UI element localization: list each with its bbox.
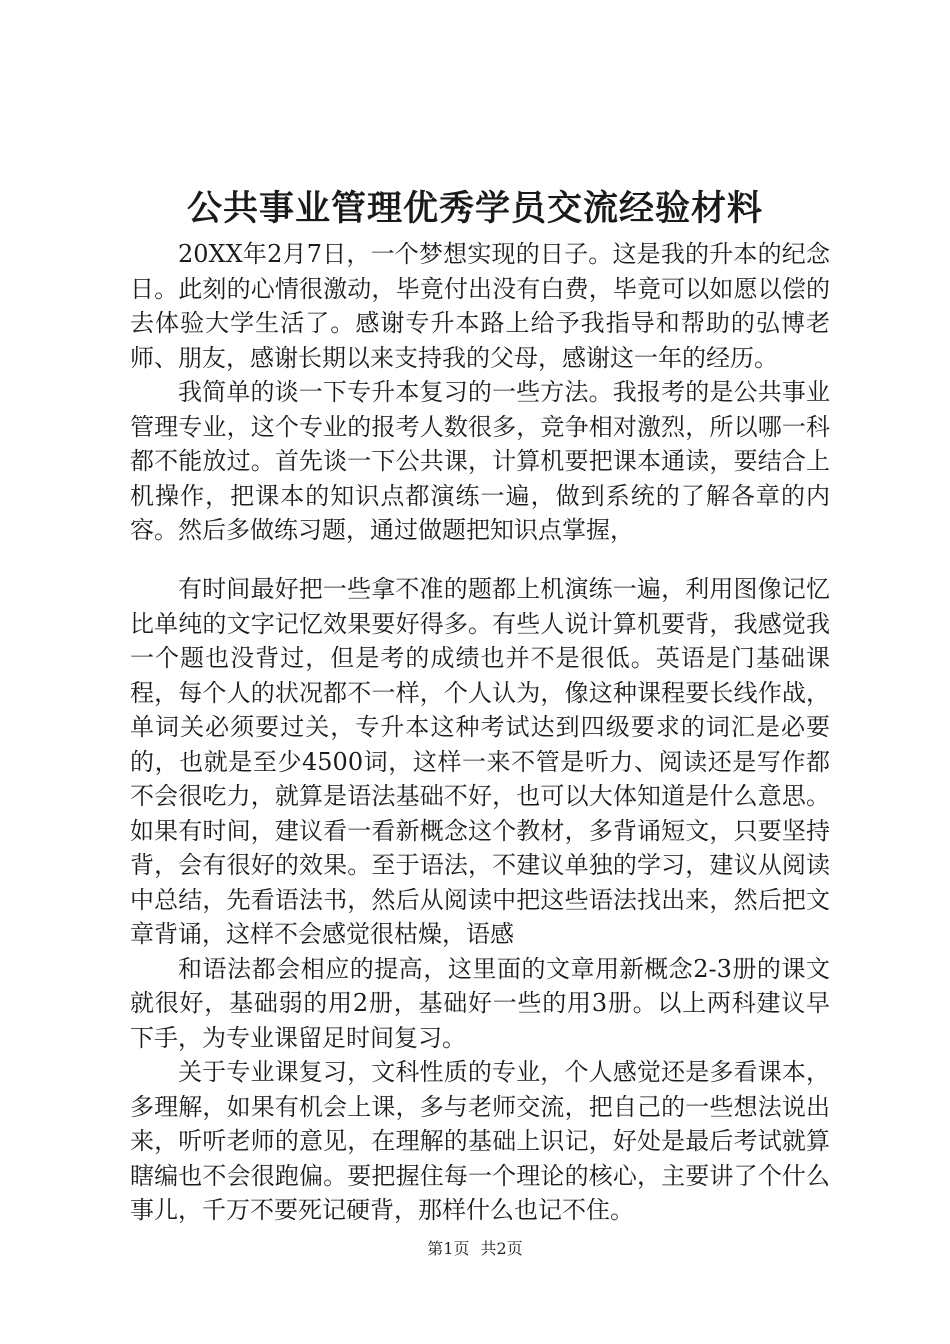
body-section-1 — [130, 237, 830, 548]
page-footer — [0, 1239, 950, 1259]
paragraph: 和语法都会相应的提高，这里面的文章用新概念2-3册的课文就很好，基础弱的用2册，基础好一些的用3册。以上两科建议早下手，为专业课留足时间复习。 — [130, 954, 830, 1052]
document-title: 公共事业管理优秀学员交流经验材料 — [186, 188, 763, 229]
paragraph: 关于专业课复习，文科性质的专业，个人感觉还是多看课本，多理解，如果有机会上课，多与老师交流，把自己的一些想法说出来，听听老师的意见，在理解的基础上识记，好处是最后考试就算瞎编也不会很跑偏。要把握住每一个理论的核心，主要讲了个什么事儿，千万不要死记硬背，那样什么也记不住。 — [130, 1058, 830, 1224]
page-number: 第1页 — [427, 1239, 470, 1258]
paragraph: 我简单的谈一下专升本复习的一些方法。我报考的是公共事业管理专业，这个专业的报考人数很多，竞争相对激烈，所以哪一科都不能放过。首先谈一下公共课，计算机要把课本通读，要结合上机操作，把课本的知识点都演练一遍，做到系统的了解各章的内容。然后多做练习题，通过做题把知识点掌握， — [130, 378, 830, 544]
paragraph: 有时间最好把一些拿不准的题都上机演练一遍，利用图像记忆比单纯的文字记忆效果要好得多。有些人说计算机要背，我感觉我一个题也没背过，但是考的成绩也并不是很低。英语是门基础课程，每个人的状况都不一样，个人认为，像这种课程要长线作战，单词关必须要过关，专升本这种考试达到四级要求的词汇是必要的，也就是至少4500词，这样一来不管是听力、阅读还是写作都不会很吃力，就算是语法基础不好，也可以大体知道是什么意思。如果有时间，建议看一看新概念这个教材，多背诵短文，只要坚持背，会有很好的效果。至于语法，不建议单独的学习，建议从阅读中总结，先看语法书，然后从阅读中把这些语法找出来，然后把文章背诵，这样不会感觉很枯燥，语感 — [130, 575, 830, 948]
paragraph: 20XX年2月7日，一个梦想实现的日子。这是我的升本的纪念日。此刻的心情很激动，毕竟付出没有白费，毕竟可以如愿以偿的去体验大学生活了。感谢专升本路上给予我指导和帮助的弘博老师、朋友，感谢长期以来支持我的父母，感谢这一年的经历。 — [130, 240, 830, 372]
page-total: 共2页 — [480, 1239, 523, 1258]
body-section-2 — [130, 572, 830, 1228]
